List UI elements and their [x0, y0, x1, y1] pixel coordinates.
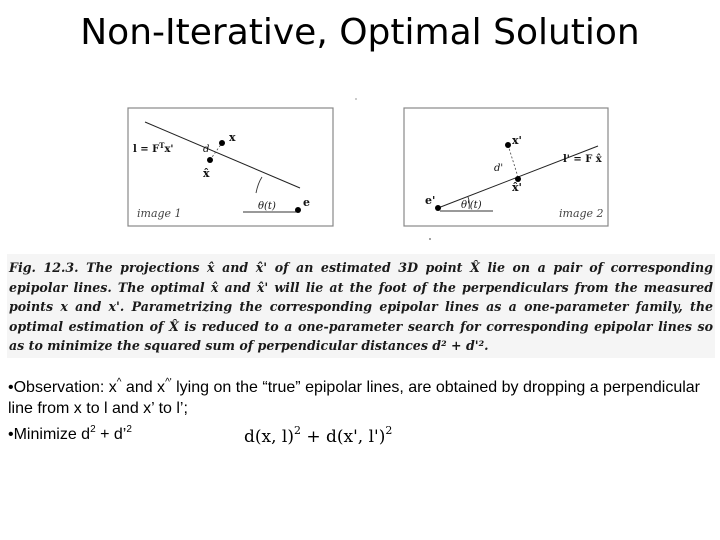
bullet-minimize-text-b: + d’	[95, 426, 127, 443]
left-epipole-label: e	[303, 196, 310, 209]
right-x-label: x'	[512, 134, 522, 147]
hat-prime-superscript: ^'	[165, 377, 172, 388]
formula-sup-b: 2	[385, 424, 393, 437]
squared-superscript: 2	[90, 424, 96, 435]
right-angle-label: θ'(t)	[461, 200, 482, 211]
cost-formula	[244, 424, 392, 447]
figure-caption	[7, 254, 715, 358]
bullet-observation-text-c: lying on the “true” epipolar lines, are obtained by dropping a perpendicular line from x to l and x’ to l’;	[8, 379, 701, 417]
right-epipole	[435, 205, 441, 211]
left-line-label: $l = F^Tx'$	[133, 141, 174, 155]
right-epipole-label: e'	[425, 194, 436, 207]
formula-term-b: + d(x', l')	[300, 427, 386, 447]
left-x-label: x	[229, 131, 236, 144]
right-panel-caption: image 2	[559, 207, 604, 220]
formula-term-a: d(x, l)	[244, 427, 294, 447]
right-line-label: l' = F x̂	[563, 154, 602, 165]
formula-sup-a: 2	[293, 424, 301, 437]
right-xhat-label: x̂'	[512, 181, 522, 194]
squared-superscript-prime: 2	[126, 424, 132, 435]
left-epipole	[295, 207, 301, 213]
hat-superscript: ^	[116, 377, 122, 388]
slide-title: Non-Iterative, Optimal Solution	[80, 12, 640, 53]
bullet-observation-text-b: and x	[121, 379, 166, 396]
right-image-panel	[404, 108, 608, 226]
left-point-x	[219, 140, 225, 146]
left-panel-caption: image 1	[137, 207, 182, 220]
epipolar-figure	[0, 80, 720, 250]
right-distance-label: d'	[494, 163, 504, 174]
left-xhat-label: x̂	[203, 167, 210, 180]
figure-caption-text: Fig. 12.3. The projections x̂ and x̂' of an estimated 3D point X̂ lie on a pair of corresponding epipolar lines. The optimal x̂ and x̂' will lie at the foot of the perpendiculars from the measured points x and x'. Parametrizing the corresponding epipolar lines as a one-parameter family, the optimal estimation of X̂ is reduced to a one-parameter search for corresponding epipolar lines so as to minimize the squared sum of perpendicular distances d² + d'².	[9, 260, 713, 353]
bullet-observation	[8, 372, 708, 419]
left-point-xhat	[207, 157, 213, 163]
right-point-x	[505, 142, 511, 148]
bullet-observation-text-a: •Observation: x	[8, 379, 117, 396]
left-angle-label: θ(t)	[258, 201, 276, 212]
bullet-minimize-text-a: •Minimize d	[8, 426, 91, 443]
left-distance-label: d	[203, 144, 210, 155]
left-image-panel	[128, 108, 333, 226]
